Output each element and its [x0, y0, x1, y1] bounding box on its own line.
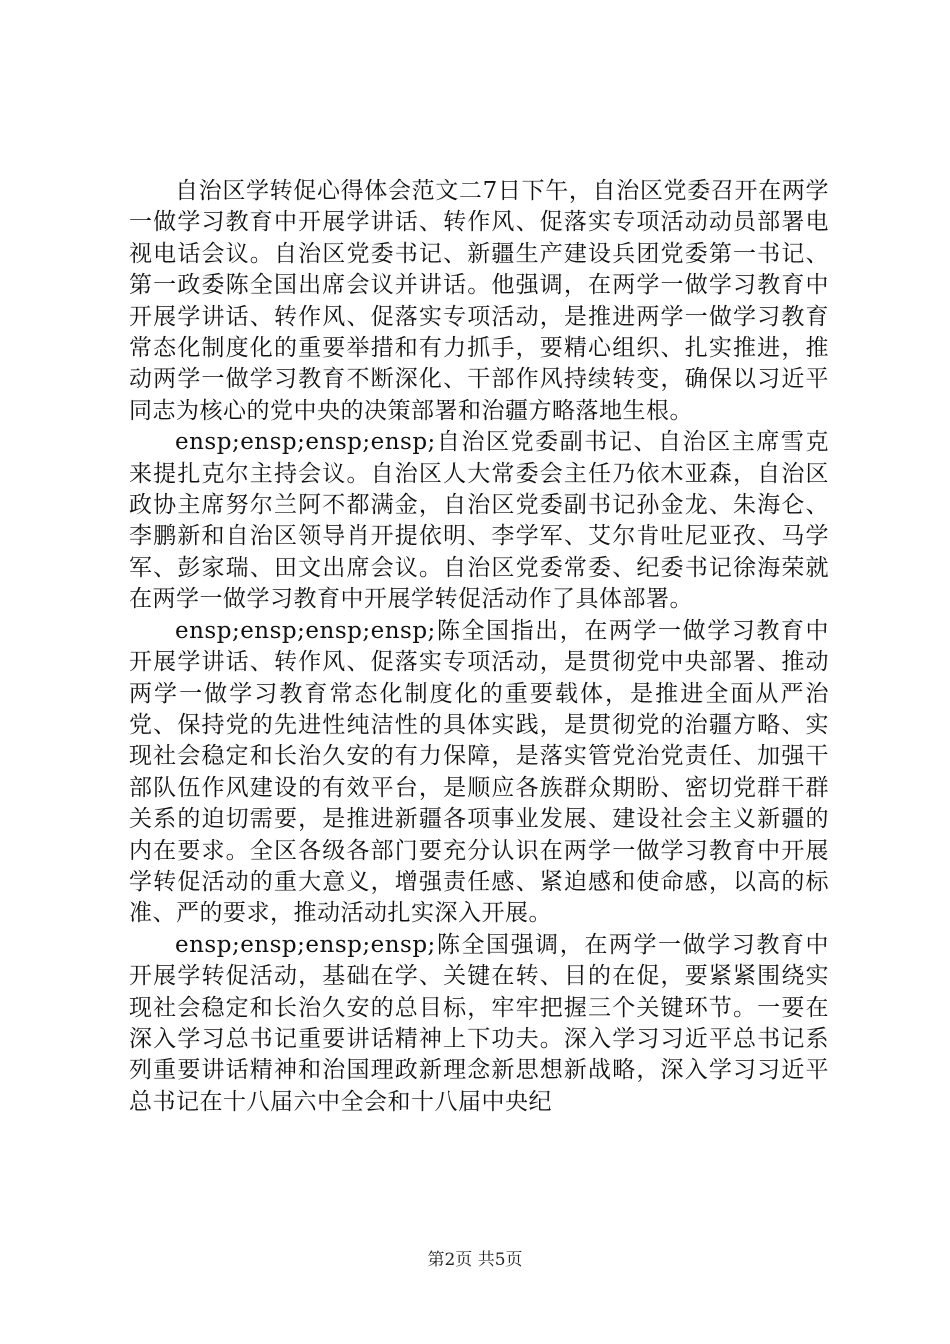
paragraph-1: 自治区学转促心得体会范文二7日下午，自治区党委召开在两学一做学习教育中开展学讲话、转作风、促落实专项活动动员部署电视电话会议。自治区党委书记、新疆生产建设兵团党委第一书记、第一政委陈全国出席会议并讲话。他强调，在两学一做学习教育中开展学讲话、转作风、促落实专项活动，是推进两学一做学习教育常态化制度化的重要举措和有力抓手，要精心组织、扎实推进，推动两学一做学习教育不断深化、干部作风持续转变，确保以习近平同志为核心的党中央的决策部署和治疆方略落地生根。 [129, 178, 829, 424]
paragraph-3: ensp;ensp;ensp;ensp;陈全国指出，在两学一做学习教育中开展学讲话、转作风、促落实专项活动，是贯彻党中央部署、推动两学一做学习教育常态化制度化的重要载体，是推进全面从严治党、保持党的先进性纯洁性的具体实践，是贯彻党的治疆方略、实现社会稳定和长治久安的有力保障，是落实管党治党责任、加强干部队伍作风建设的有效平台，是顺应各族群众期盼、密切党群干群关系的迫切需要，是推进新疆各项事业发展、建设社会主义新疆的内在要求。全区各级各部门要充分认识在两学一做学习教育中开展学转促活动的重大意义，增强责任感、紧迫感和使命感，以高的标准、严的要求，推动活动扎实深入开展。 [129, 617, 829, 927]
document-body [129, 176, 829, 1118]
paragraph-4: ensp;ensp;ensp;ensp;陈全国强调，在两学一做学习教育中开展学转促活动，基础在学、关键在转、目的在促，要紧紧围绕实现社会稳定和长治久安的总目标，牢牢把握三个关键环节。一要在深入学习总书记重要讲话精神上下功夫。深入学习习近平总书记系列重要讲话精神和治国理政新理念新思想新战略，深入学习习近平总书记在十八届六中全会和十八届中央纪 [129, 931, 829, 1115]
paragraph-2: ensp;ensp;ensp;ensp;自治区党委副书记、自治区主席雪克来提扎克尔主持会议。自治区人大常委会主任乃依木亚森，自治区政协主席努尔兰阿不都满金，自治区党委副书记孙金龙、朱海仑、李鹏新和自治区领导肖开提依明、李学军、艾尔肯吐尼亚孜、马学军、彭家瑞、田文出席会议。自治区党委常委、纪委书记徐海荣就在两学一做学习教育中开展学转促活动作了具体部署。 [129, 429, 829, 613]
page-footer: 第2页 共5页 [427, 1250, 523, 1270]
